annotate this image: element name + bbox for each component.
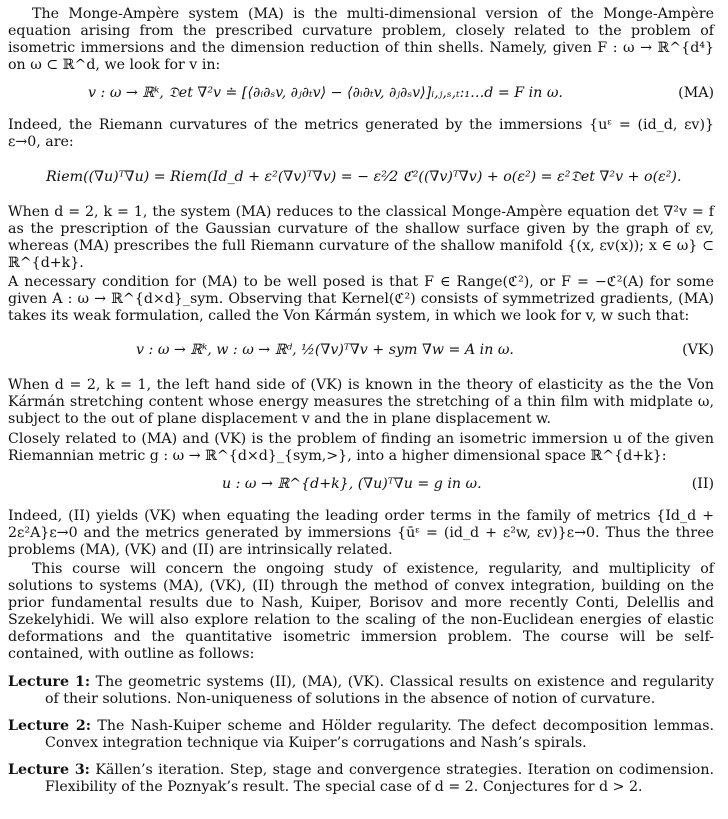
riemann-intro-paragraph: Indeed, the Riemann curvatures of the metrics generated by the immersions {uᵋ = (id_d, εv)}ε→0, are: — [8, 117, 714, 151]
lecture-2-text: The Nash-Kuiper scheme and Hölder regularity. The defect decomposition lemmas. Convex integration technique via Kuiper’s corrugations and Nash’s spirals. — [45, 717, 714, 751]
equation-ii-tag: (II) — [691, 475, 714, 492]
von-karman-paragraph: When d = 2, k = 1, the left hand side of (VK) is known in the theory of elasticity as the the Von Kármán stretching content whose energy measures the stretching of a thin film with midplate ω, subject to the out of plane displacement v and the in plane displacement w. — [8, 377, 714, 428]
classical-case-paragraph: When d = 2, k = 1, the system (MA) reduces to the classical Monge-Ampère equation det ∇²v = f as the prescription of the Gaussian curvature of the shallow surface given by the graph of εv, whereas (MA) prescribes the full Riemann curvature of the shallow manifold {(x, εv(x)); x ∈ ω} ⊂ ℝ^{d+k}. — [8, 203, 714, 271]
related-problems-paragraph: Indeed, (II) yields (VK) when equating the leading order terms in the family of metrics {Id_d + 2ε²A}ε→0 and the metrics generated by immersions {ūᵋ = (id_d + ε²w, εv)}ε→0. Thus the three problems (MA), (VK) and (II) are intrinsically related. — [8, 507, 714, 558]
course-description-paragraph: This course will concern the ongoing study of existence, regularity, and multiplicity of solutions to systems (MA), (VK), (II) through the method of convex integration, building on the prior fundamental results due to Nash, Kuiper, Borisov and more recently Conti, Delellis and Szekelyhidi. We will also explore relation to the scaling of the non-Euclidean energies of elastic deformations and the quantitative isometric immersion problem. The course will be self-contained, with outline as follows: — [8, 560, 714, 663]
necessary-condition-paragraph: A necessary condition for (MA) to be well posed is that F ∈ Range(ℭ²), or F = −ℭ²(A) for some given A : ω → ℝ^{d×d}_sym. Observing that Kernel(ℭ²) consists of symmetrized gradients, (MA) takes its weak formulation, called the Von Kármán system, in which we look for v, w such that: — [8, 273, 714, 325]
lecture-1 — [8, 674, 714, 708]
equation-riemann — [8, 159, 714, 195]
equation-ii-body: u : ω → ℝ^{d+k}, (∇u)ᵀ∇u = g in ω. — [222, 475, 482, 492]
equation-vk — [8, 332, 714, 368]
lecture-1-text: The geometric systems (II), (MA), (VK). Classical results on existence and regularity of their solutions. Non-uniqueness of solutions in the absence of notion of curvature. — [45, 673, 714, 707]
isometric-immersion-paragraph: Closely related to (MA) and (VK) is the problem of finding an isometric immersion u of the given Riemannian metric g : ω → ℝ^{d×d}_{sym,>}, into a higher dimensional space ℝ^{d+k}: — [8, 430, 714, 464]
equation-ma — [8, 81, 714, 108]
equation-riemann-body: Riem((∇u)ᵀ∇u) = Riem(Id_d + ε²(∇v)ᵀ∇v) = − ε²⁄2 ℭ²((∇v)ᵀ∇v) + o(ε²) = ε²𝔇et ∇²v + o(ε²). — [46, 168, 682, 185]
equation-ma-tag: (MA) — [678, 85, 714, 102]
lecture-3 — [8, 762, 714, 796]
lecture-3-label: Lecture 3: — [8, 761, 90, 778]
equation-vk-tag: (VK) — [682, 342, 714, 359]
equation-vk-body: v : ω → ℝᵏ, w : ω → ℝᵈ, ½(∇v)ᵀ∇v + sym ∇w = A in ω. — [136, 342, 514, 359]
lecture-2-label: Lecture 2: — [8, 717, 91, 734]
equation-ii — [8, 472, 714, 499]
lecture-1-label: Lecture 1: — [8, 673, 91, 690]
document-page — [8, 6, 714, 796]
intro-paragraph: The Monge-Ampère system (MA) is the multi-dimensional version of the Monge-Ampère equation arising from the prescribed curvature problem, closely related to the problem of isometric immersions and the dimension reduction of thin shells. Namely, given F : ω → ℝ^{d⁴} on ω ⊂ ℝ^d, we look for v in: — [8, 6, 714, 74]
lecture-3-text: Källen’s iteration. Step, stage and convergence strategies. Iteration on codimension. Flexibility of the Poznyak’s result. The special case of d = 2. Conjectures for d > 2. — [45, 761, 714, 795]
equation-ma-body: v : ω → ℝᵏ, 𝔇et ∇²v ≐ [⟨∂ᵢ∂ₛv, ∂ⱼ∂ₜv⟩ − ⟨∂ᵢ∂ₜv, ∂ⱼ∂ₛv⟩]ᵢ,ⱼ,ₛ,ₜ:₁…d = F in ω. — [88, 85, 563, 102]
lecture-2 — [8, 718, 714, 752]
